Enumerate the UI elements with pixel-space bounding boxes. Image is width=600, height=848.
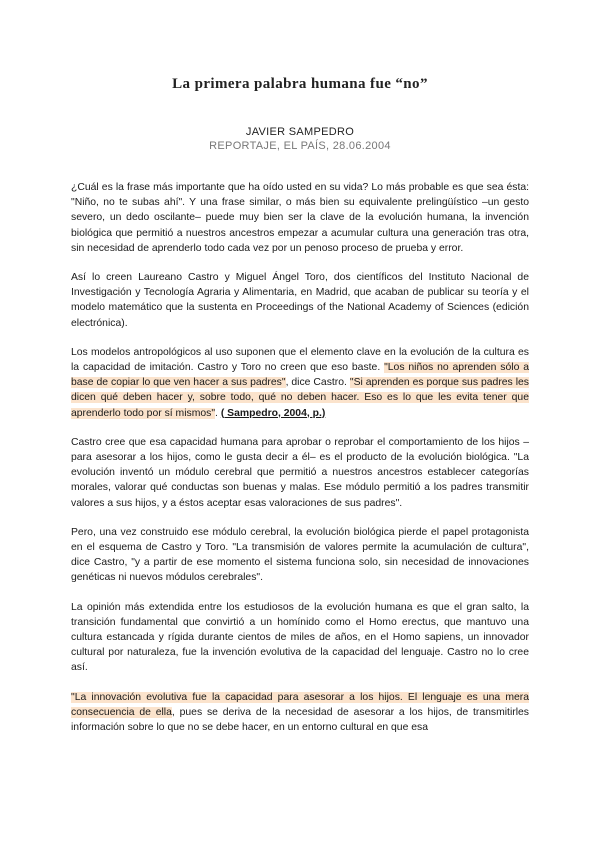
paragraph-3-text-b: , dice Castro.	[285, 377, 350, 389]
paragraph-4: Castro cree que esa capacidad humana para aprobar o reprobar el comportamiento de los hijos –para asesorar a los hijos, como le gusta decir a él– es el producto de la evolución biológica. "La evolución inventó un módulo cerebral que permitió a nuestros ancestros establecer categorías morales, valorar qué conductas son buenas y malas. Ese módulo permitió a los padres transmitir valores a sus hijos, y a éstos aceptar esas valoraciones de sus padres".	[71, 436, 529, 509]
citation: ( Sampedro, 2004, p.)	[220, 407, 326, 419]
paragraph-3	[71, 345, 529, 421]
paragraph-5: Pero, una vez construido ese módulo cerebral, la evolución biológica pierde el papel protagonista en el esquema de Castro y Toro. "La transmisión de valores permite la acumulación de cultura", dice Castro, "y a partir de ese momento el sistema funciona solo, sin necesidad de innovaciones genéticas ni nuevos módulos cerebrales".	[71, 526, 529, 584]
paragraph-1: ¿Cuál es la frase más importante que ha oído usted en su vida? Lo más probable es que sea ésta: "Niño, no te subas ahí". Y una frase similar, o más bien su equivalente prelingüístico –un gesto severo, un dedo oscilante– puede muy bien ser la clave de la evolución humana, la invención biológica que permitió a nuestros ancestros empezar a acumular cultura una generación tras otra, sin necesidad de aprenderlo todo cada vez por un penoso proceso de prueba y error.	[71, 182, 529, 254]
article-title: La primera palabra humana fue “no”	[172, 76, 428, 92]
paragraph-7	[71, 690, 529, 736]
article-author: JAVIER SAMPEDRO	[245, 126, 355, 138]
paragraph-7-text: , pues se deriva de la necesidad de asesorar a los hijos, de transmitirles información sobre lo que no se debe hacer, en un entorno cultural en que esa	[71, 706, 529, 734]
paragraph-6: La opinión más extendida entre los estudiosos de la evolución humana es que el gran salto, la transición fundamental que convirtió a un homínido como el Homo erectus, que mantuvo una cultura estancada y rígida durante cientos de miles de años, en el Homo sapiens, un innovador cultural por naturaleza, fue la invención evolutiva de la capacidad del lenguaje. Castro no lo cree así.	[71, 601, 529, 674]
highlighted-quote-2: "Si aprenden es porque sus padres les dicen qué deben hacer y, sobre todo, qué no deben hacer. Eso es lo que les evita tener que aprenderlo todo por sí mismos"	[71, 377, 529, 419]
paragraph-2: Así lo creen Laureano Castro y Miguel Ángel Toro, dos científicos del Instituto Nacional de Investigación y Tecnología Agraria y Alimentaria, en Madrid, que acaban de publicar su teoría y el modelo matemático que la sustenta en Proceedings of the National Academy of Sciences (edición electrónica).	[71, 272, 529, 329]
article-body	[71, 180, 529, 749]
paragraph-3-text-c: .	[215, 407, 221, 419]
highlighted-quote-3: "La innovación evolutiva fue la capacidad para asesorar a los hijos. El lenguaje es una mera consecuencia de ella	[71, 691, 529, 718]
article-source: REPORTAJE, EL PAÍS, 28.06.2004	[209, 140, 391, 152]
highlighted-quote-1: "Los niños no aprenden sólo a base de copiar lo que ven hacer a sus padres"	[71, 362, 530, 389]
paragraph-3-text-a: Los modelos antropológicos al uso suponen que el elemento clave en la evolución de la cultura es la capacidad de imitación. Castro y Toro no creen que eso baste.	[71, 346, 529, 374]
